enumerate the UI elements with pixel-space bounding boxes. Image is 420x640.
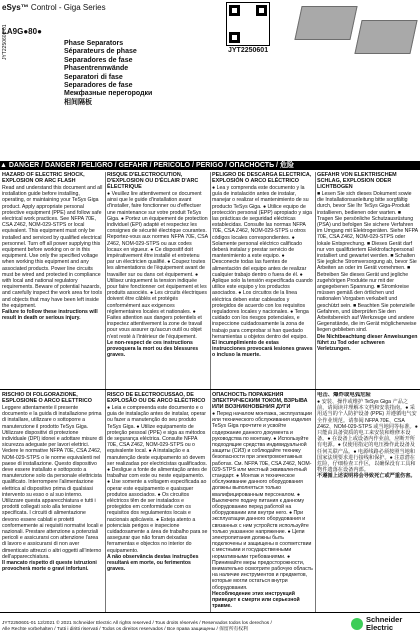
section-body: Leggere attentamente il presente documento e la guida di installazione prima di installare, utilizzare o sottoporre a manutenzione il prodotto TeSys Giga. Utilizzare dispositivi di protezione individuale (DPI) idonei e adottare misure di sicurezza adeguate per lavori elettrici. Vedere le normative NFPA 70E, CSA Z462, NOM-029-STPS o le norme equivalenti nel paese di installazione. Questo dispositivo deve essere installato e sottoposto a manutenzione solo da personale elettricista qualificato. Interrompere l'alimentazione elettrica al dispositivo prima di qualsiasi intervento su esso o al suo interno. Utilizzare questa apparecchiatura e tutti i prodotti collegati solo alla tensione specificata. I circuiti di alimentazione devono essere cablati e protetti conformemente ai requisiti normativi locali e nazionali. Prestare attenzione a potenziali pericoli e assicurarsi con attenzione l'area di lavoro e assicurarsi di non aver dimenticato attrezzi o altri oggetti all'interno dell'apparecchiatura.	[2, 405, 103, 560]
qr-code-icon[interactable]	[226, 2, 270, 46]
section-title: RISQUE D'ÉLECTROCUTION, D'EXPLOSION OU D'ÉCLAIR D'ARC ÉLECTRIQUE	[107, 172, 199, 190]
safety-section-es	[212, 172, 313, 387]
logo-line: Schneider	[366, 615, 403, 624]
safety-section-de	[317, 172, 418, 387]
section-warning: Несоблюдение этих инструкций приведет к смерти или серьезной травме.	[212, 590, 300, 610]
section-body: ● Leia e compreenda este documento e o guia de instalação antes de instalar, operar ou fazer a manutenção do seu produto TeSys Giga. ● Utilize equipamento de proteção pessoal (PPE) e siga as métodos de segurança eléctrica. Consulte NFPA 70E, CSA Z462, NOM-029-STPS ou o equivalente local. ● A instalação e a manutenção deste equipamento só devem ser realizadas por electricistas qualificados. ● Desligue a fonte de alimentação antes de trabalhar com este ou neste equipamento. ● Use somente a voltagem especificada ao operar este equipamento e quaisquer produtos associados. ● Os circuitos eléctricos têm de ser instalados e protegidos em conformidade com os requisitos dos regulamentos locais e nacionais aplicáveis. ● Esteja atento a potenciais perigos e inspecione cuidadosamente a área de trabalho para se assegurar que não foram deixadas ferramentas e objectos no interior do equipamento.	[107, 405, 208, 554]
safety-section-fr	[107, 172, 208, 387]
section-title: RISCO DE ELECTROCUSSÃO, DE EXPLOSÃO OU DE ARCO ELÉCTRICO	[107, 392, 206, 404]
section-body: ● 安装、操作或维护 TeSys Giga 产品之前，请阅读并理解本文档和安装指南。● 采用适当的个人防护设备 (PPE) 并遵循电气安全作业规范。请参阅 NFPA 70E、CSA Z462、NOM-029-STPS 或当地同等标准。● 只能由具备资质的电工来安装和维修本设备。● 在设备上或设备内作业前，应断开所有电源。● 仅使用指定的电压操作此设备及任何关联产品。● 电源线路必须按照当地和国家法规要求进行接线和保护。● 注意潜在危险，仔细检查工作区，以确保没有工具和物件遗落在设备内部。	[317, 399, 418, 474]
part-number: LA9G●80●	[2, 27, 42, 36]
series-name: Control - Giga Series	[28, 3, 106, 12]
product-title: 相间隔板	[64, 98, 92, 106]
phase-separator-image	[294, 6, 357, 40]
logo-line: Electric	[366, 623, 394, 632]
section-body: ■ Lesen Sie sich dieses Dokument sowie die Installationsanleitung bitte sorgfältig durch, bevor Sie Ihr TeSys Giga-Produkt installieren, bedienen oder warten. ■ Tragen Sie persönliche Schutzausrüstung (PSA) und befolgen Sie sichere Verfahren im Umgang mit Elektrogeräten. Siehe NFPA 70E, CSA Z462, NOM-029-STPS oder lokale Entsprechung. ■ Dieses Gerät darf nur von qualifiziertem Elektrofachpersonal installiert und gewartet werden. ■ Schalten Sie jegliche Stromversorgung ab, bevor Sie Arbeiten an oder im Gerät vornehmen. ■ Betreiben Sie dieses Gerät und jegliche zugehörigen Produkte nur mit der angegebenen Spannung. ■ Stromkreise müssen gemäß den örtlichen und nationalen Vorgaben verkabelt und geschützt sein. ■ Beachten Sie potenzielle Gefahren, und überprüfen Sie den Arbeitsbereich auf Werkzeuge und andere Gegenstände, die im Gerät möglicherweise liegen geblieben sind.	[317, 191, 418, 334]
section-body: ● Lea y comprenda este documento y la guía de instalación antes de instalar, manejar o realizar el mantenimiento de su producto TeSys Giga. ● Utilice equipo de protección personal (EPP) apropiado y siga las prácticas de seguridad eléctricas establecidas. Consulte las normas NFPA 70E, CSA Z462, NOM-029-STPS u otros códigos locales correspondientes. ● Solamente personal eléctrico calificado deberá instalar y prestar servicio de mantenimiento a este equipo. ● Desconecte todas las fuentes de alimentación del equipo antes de realizar cualquier trabajo dentro o fuera de él. ● Aplique solo la tensión especificada cuando utilice este equipo y los productos asociados. ● Los circuitos de la línea eléctrica deben estar cableados y protegidos de acuerdo con los requisitos reguladores locales y nacionales. ● Tenga cuidado con los riesgos potenciales, e inspeccione cuidadosamente la zona de trabajo para comprobar si han quedado herramientas u objetos dentro del equipo.	[212, 185, 313, 340]
section-warning: Die Nichtbeachtung dieser Anweisungen führt zu Tod oder schweren Verletzungen.	[317, 333, 418, 353]
safety-section-ru	[212, 392, 313, 610]
safety-section-en	[2, 172, 103, 387]
product-title-list	[64, 40, 152, 107]
section-warning: Failure to follow these instructions will result in death or serious injury.	[2, 309, 98, 322]
product-title: Separatori di fase	[64, 73, 123, 81]
copyright-footer	[2, 621, 272, 632]
product-title: Séparateurs de phase	[64, 48, 137, 56]
section-title: RISCHIO DI FOLGORAZIONE, ESPLOSIONE O ARCO ELETTRICO	[2, 392, 92, 404]
section-title: GEFAHR VON ELEKTRISCHEM SCHLAG, EXPLOSION ODER LICHTBOGEN	[317, 172, 397, 190]
schneider-logo-icon	[351, 618, 363, 630]
section-warning: El incumplimiento de estas instrucciones provocará lesiones graves o incluso la muerte.	[212, 340, 313, 359]
section-body: ● Veuillez lire attentivement ce document ainsi que le guide d'installation avant d'installer, faire fonctionner ou d'effectuer une maintenance sur votre produit TeSys Giga. ● Portez un équipement de protection individuel (EPI) adapté et respectez les consignes de sécurité électrique courantes. Reportez-vous aux normes NFPA 70E, CSA Z462, NOM-029-STPS ou aux codes locaux en vigueur. ● Ce dispositif doit impérativement être installé et entretenu par un électricien qualifié. ● Coupez toutes les alimentations de l'équipement avant de travailler sur ou dans cet équipement. ● Utilisez uniquement la tension indiquée pour faire fonctionner cet équipement et les produits associés. ● Les circuits électriques doivent être câblés et protégés conformément aux exigences réglementaires locales et nationales. ● Faites attention aux dangers potentiels et inspectez attentivement la zone de travail pour vous assurer qu'aucun outil ou objet n'est resté à l'intérieur de l'équipement.	[107, 191, 208, 340]
safety-section-it	[2, 392, 103, 610]
series-title	[2, 3, 106, 12]
section-warning: 不遵循上述说明将会导致死亡或严重伤害。	[317, 473, 416, 480]
schneider-logo	[366, 616, 402, 632]
section-title: PELIGRO DE DESCARGA ELÉCTRICA, EXPLOSIÓN O ARCO ELÉCTRICO	[212, 172, 312, 184]
section-body: ● Перед началом монтажа, эксплуатации или технического обслуживания изделия TeSys Giga прочтите и усвойте содержание данного документа и руководства по монтажу. ● Используйте подходящие средства индивидуальной защиты (СИЗ) и соблюдайте технику безопасности при электромонтажных работах. См. NFPA 70E, CSA Z462, NOM-029-STPS или местный эквивалентный стандарт. ● Монтаж и техническое обслуживание данного оборудования должны выполняться только квалифицированным персоналом. ● Выключите подачу питания к данному оборудованию перед работой на оборудовании или внутри него. ● При эксплуатации данного оборудования и связанных с ним устройств используйте только указанное напряжение. ● Цепи электропитания должны быть подключены и защищены в соответствии с местными и государственными нормативными требованиями. ● Принимайте меры предосторожности, внимательно осмотрите рабочую область на наличие инструментов и предметов, которые могли остаться внутри оборудования.	[212, 411, 313, 591]
footer-line: Alle Rechte vorbehalten / Tutti i diritti riservati / Todos os direitos reservados / Все права защищены / 保留所有权利	[2, 626, 248, 632]
section-warning: A não observância destas instruções resultará em morte, ou ferimentos graves.	[107, 553, 199, 573]
product-title: Separadores de fase	[64, 56, 133, 64]
product-photos	[288, 2, 418, 62]
series-brand: eSys™	[2, 3, 29, 12]
product-title: Phasentrennwände	[64, 65, 129, 73]
footer-line: JYT2250601-01 12/2021 © 2021 Schneider Electric All rights reserved / Tous droits réservés / Reservados todos los derechos /	[2, 621, 272, 626]
danger-banner: ▲ DANGER / DANGER / PELIGRO / GEFAHR / PERICOLO / PERIGO / ОПАСНОСТЬ / 危险	[0, 161, 420, 170]
safety-section-zh	[317, 392, 418, 610]
product-title: Separadores de fase	[64, 82, 133, 90]
product-title: Межфазные перегородки	[64, 90, 153, 98]
section-title: HAZARD OF ELECTRIC SHOCK, EXPLOSION OR ARC FLASH	[2, 172, 85, 184]
section-body: Read and understand this document and all installation guide before installing, operating, or maintaining your TeSys Giga product. Apply appropriate personal protective equipment (PPE) and follow safe electrical work practices. See NFPA 70E, CSA Z462, NOM-029-STPS or local equivalent. This equipment must only be installed and serviced by qualified electrical personnel. Turn off all power supplying this equipment before working on or in this equipment. Use only the specified voltage when working this equipment and any associated products. Power line circuits must be wired and protected in compliance with local and national regulatory requirements. Beware of potential hazards, and carefully inspect the work area for tools and objects that may have been left inside the equipment.	[2, 185, 103, 309]
section-warning: Le non-respect de ces instructions provoquera la mort ou des blessures graves.	[107, 339, 199, 359]
section-warning: Il mancato rispetto di queste istruzioni provocherà morte o gravi infortuni.	[2, 560, 97, 573]
safety-section-pt	[107, 392, 208, 610]
section-title: 电击、爆炸或电弧危险	[317, 392, 371, 398]
product-title: Phase Separators	[64, 40, 124, 47]
section-title: ОПАСНОСТЬ ПОРАЖЕНИЯ ЭЛЕКТРИЧЕСКИМ ТОКОМ, ВЗРЫВА ИЛИ ВОЗНИКНОВЕНИЯ ДУГИ	[212, 392, 308, 410]
document-reference: JYT2250601-01	[2, 24, 8, 60]
qr-code-label: JYT2250601	[228, 47, 269, 54]
phase-separator-image	[354, 20, 417, 54]
